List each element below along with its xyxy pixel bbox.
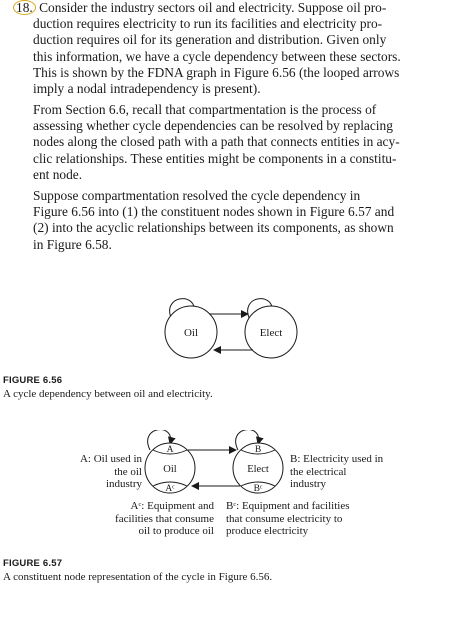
- question-line: clic relationships. These entities might be components in a constitu-: [33, 150, 397, 166]
- question-line: assessing whether cycle dependencies can be resolved by replacing: [33, 118, 393, 134]
- question-line: Figure 6.56 into (1) the constituent nodes shown in Figure 6.57 and: [33, 204, 395, 220]
- oil-bottom-label: Aᶜ: [165, 484, 175, 494]
- elect-bottom-label: Bᶜ: [253, 484, 263, 494]
- question-line: This is shown by the FDNA graph in Figure 6.56 (the looped arrows: [33, 64, 400, 80]
- question-line: (2) into the acyclic relationships between its components, as shown: [33, 220, 394, 236]
- annotation-a: A: Oil used in the oil industry: [79, 453, 142, 491]
- oil-top-label: A: [166, 445, 174, 455]
- figure-6-57-caption: A constituent node representation of the cycle in Figure 6.56.: [3, 571, 273, 583]
- figure-6-56-caption: A cycle dependency between oil and electricity.: [3, 388, 213, 400]
- question-line: nodes along the closed path with a path that connects entities in acy-: [33, 134, 400, 150]
- question-paragraph-2: [33, 102, 469, 183]
- annotation-b: B: Electricity used in the electrical industry: [290, 453, 384, 491]
- annotation-bc: Bᶜ: Equipment and facilities that consume electricity to produce electricity: [226, 500, 350, 538]
- figure-6-56-diagram: [0, 295, 474, 385]
- question-line: duction requires electricity to run its facilities and electricity pro-: [33, 16, 383, 32]
- question-number: 18.: [13, 0, 36, 15]
- figure-6-56-label: FIGURE 6.56: [3, 375, 63, 386]
- question-line: this information, we have a cycle dependency between these sectors.: [33, 48, 401, 64]
- question-line: ent node.: [33, 166, 83, 182]
- question-line: Suppose compartmentation resolved the cycle dependency in: [33, 188, 361, 203]
- annotation-ac: Aᶜ: Equipment and facilities that consume oil to produce oil: [115, 500, 214, 538]
- figure-6-57-label: FIGURE 6.57: [3, 558, 63, 569]
- question-line: imply a nodal intradependency is present).: [33, 81, 261, 97]
- elect-mid-label: Elect: [247, 464, 269, 475]
- question-line: From Section 6.6, recall that compartmentation is the process of: [33, 102, 377, 117]
- question-line: 18. Consider the industry sectors oil and electricity. Suppose oil pro-: [17, 0, 469, 16]
- question-line: duction requires oil for its generation and distribution. Given only: [33, 32, 387, 48]
- question-paragraph-3: [33, 188, 469, 253]
- elect-top-label: B: [254, 445, 262, 455]
- question-line: in Figure 6.58.: [33, 236, 112, 252]
- oil-mid-label: Oil: [163, 464, 177, 475]
- question-paragraph-1: [17, 0, 469, 97]
- oil-node-label: Oil: [183, 327, 199, 339]
- elect-node-label: Elect: [259, 327, 283, 339]
